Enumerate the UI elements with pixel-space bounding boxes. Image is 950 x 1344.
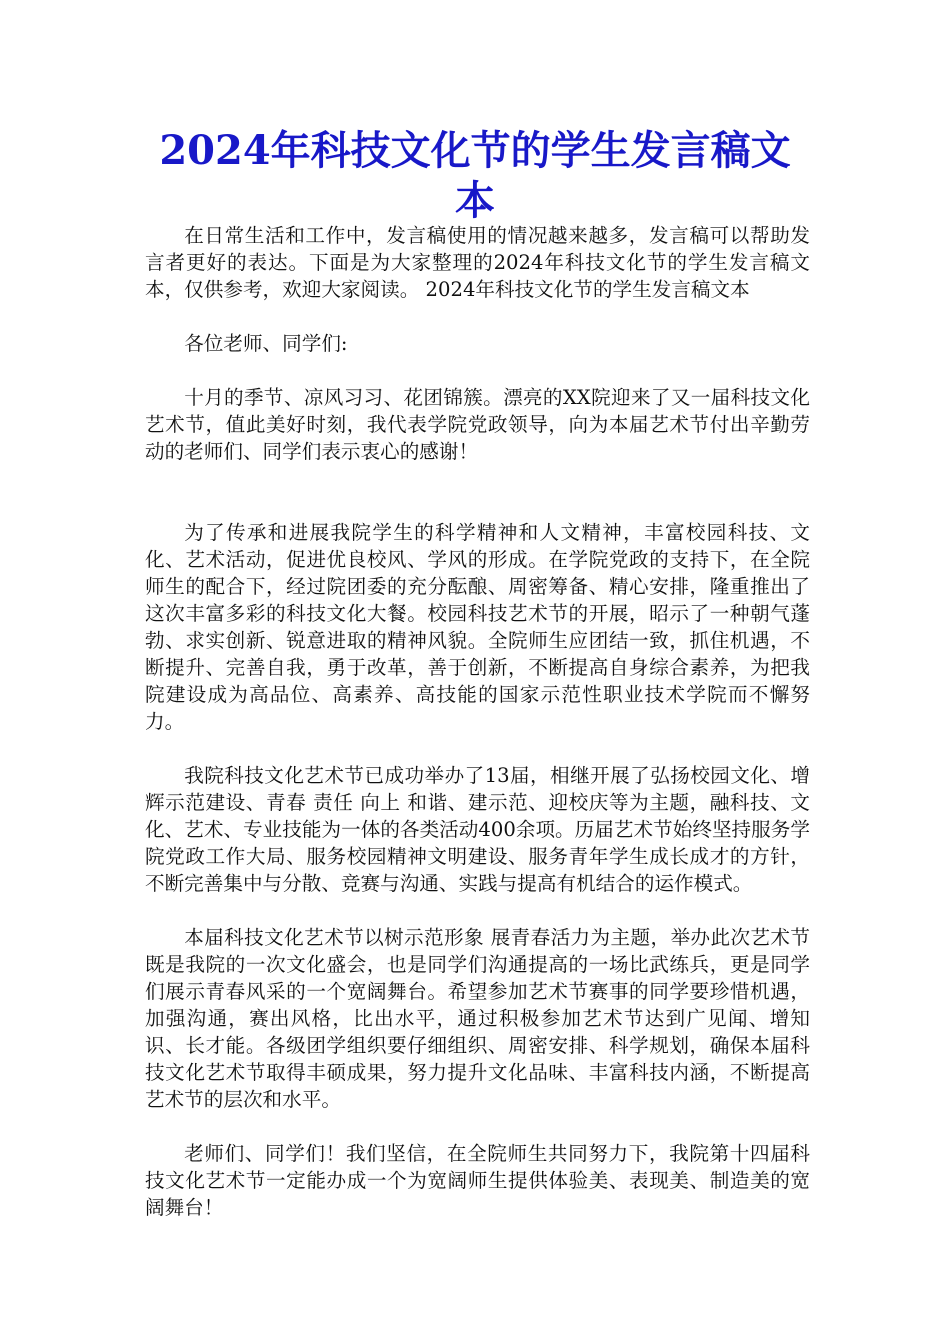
paragraph-closing: 老师们、同学们！我们坚信，在全院师生共同努力下，我院第十四届科技文化艺术节一定能办成一个为宽阔师生提供体验美、表现美、制造美的宽阔舞台！ <box>145 1142 810 1219</box>
document-body <box>145 222 810 1221</box>
paragraph-spacer <box>145 1113 810 1140</box>
paragraph-spacer <box>145 897 810 924</box>
paragraph-salutation: 各位老师、同学们: <box>184 332 348 355</box>
paragraph-spacer <box>145 357 810 384</box>
paragraph-theme: 本届科技文化艺术节以树示范形象 展青春活力为主题，举办此次艺术节既是我院的一次文化盛会，也是同学们沟通提高的一场比武练兵，更是同学们展示青春风采的一个宽阔舞台。希望参加艺术节赛事的同学要珍惜机遇，加强沟通，赛出风格，比出水平，通过积极参加艺术节达到广见闻、增知识、长才能。各级团学组织要仔细组织、周密安排、科学规划，确保本届科技文化艺术节取得丰硕成果，努力提升文化品味、丰富科技内涵，不断提高艺术节的层次和水平。 <box>145 926 810 1111</box>
paragraph-intro: 在日常生活和工作中，发言稿使用的情况越来越多，发言稿可以帮助发言者更好的表达。下面是为大家整理的2024年科技文化节的学生发言稿文本，仅供参考，欢迎大家阅读。 2024年科技文化节的学生发言稿文本 <box>145 224 810 301</box>
paragraph-spacer <box>145 303 810 330</box>
paragraph-history: 我院科技文化艺术节已成功举办了13届，相继开展了弘扬校园文化、增辉示范建设、青春 责任 向上 和谐、建示范、迎校庆等为主题，融科技、文化、艺术、专业技能为一体的各类活动400余项。历届艺术节始终坚持服务学院党政工作大局、服务校园精神文明建设、服务青年学生成长成才的方针，不断完善集中与分散、竞赛与沟通、实践与提高有机结合的运作模式。 <box>145 764 810 895</box>
paragraph-opening: 十月的季节、凉风习习、花团锦簇。漂亮的XX院迎来了又一届科技文化艺术节，值此美好时刻，我代表学院党政领导，向为本届艺术节付出辛勤劳动的老师们、同学们表示衷心的感谢！ <box>145 386 810 463</box>
paragraph-spacer <box>145 465 810 519</box>
document-title: 2024年科技文化节的学生发言稿文本 <box>159 127 791 224</box>
paragraph-spacer <box>145 735 810 762</box>
paragraph-purpose: 为了传承和进展我院学生的科学精神和人文精神，丰富校园科技、文化、艺术活动，促进优良校风、学风的形成。在学院党政的支持下，在全院师生的配合下，经过院团委的充分酝酿、周密筹备、精心安排，隆重推出了这次丰富多彩的科技文化大餐。校园科技艺术节的开展，昭示了一种朝气蓬勃、求实创新、锐意进取的精神风貌。全院师生应团结一致，抓住机遇，不断提升、完善自我，勇于改革，善于创新，不断提高自身综合素养，为把我院建设成为高品位、高素养、高技能的国家示范性职业技术学院而不懈努力。 <box>145 521 810 733</box>
